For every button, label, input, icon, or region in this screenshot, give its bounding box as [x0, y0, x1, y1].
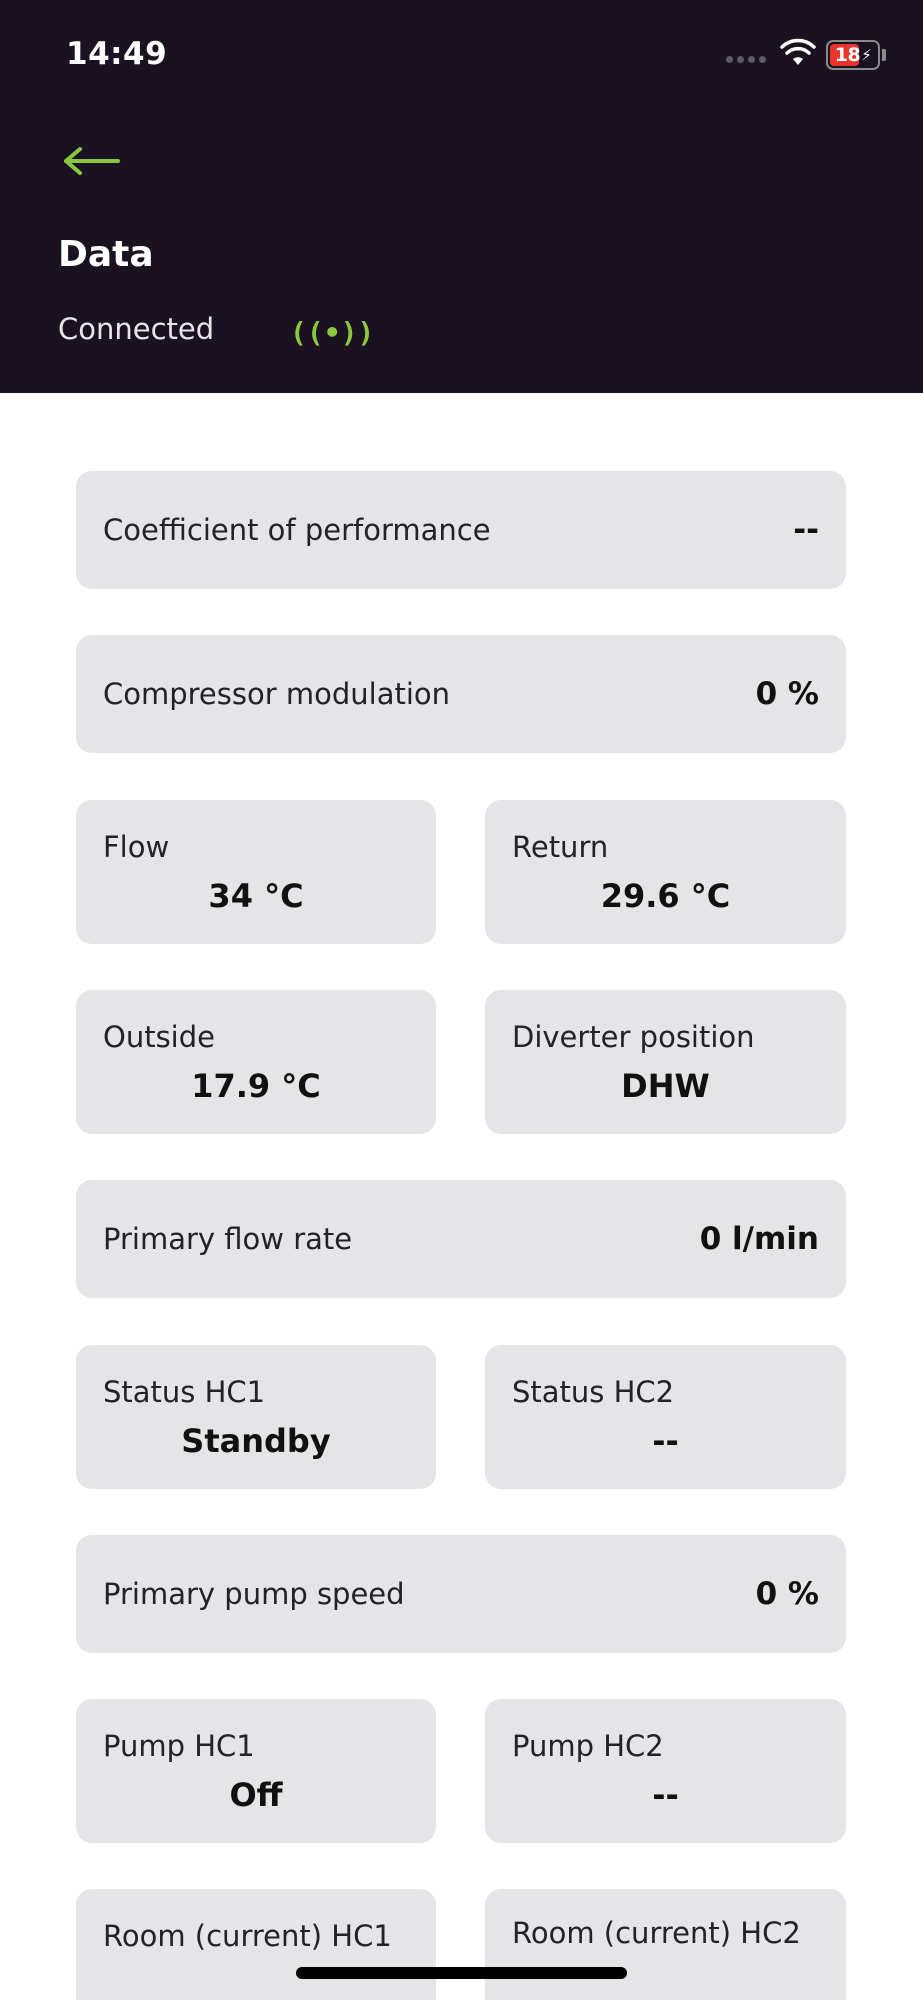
primary-flow-rate-card — [76, 1180, 846, 1298]
status-time: 14:49 — [66, 36, 168, 72]
primary-pump-speed-label: Primary pump speed — [103, 1577, 405, 1611]
return-label: Return — [512, 830, 609, 864]
cop-value: -- — [793, 512, 819, 548]
compressor-modulation-value: 0 % — [755, 676, 819, 712]
primary-pump-speed-value: 0 % — [755, 1576, 819, 1612]
cellular-dots-icon — [726, 54, 770, 64]
return-card — [485, 800, 846, 944]
compressor-modulation-card — [76, 635, 846, 753]
room-current-hc2-label: Room (current) HC2 — [512, 1916, 801, 1950]
pump-hc2-value: -- — [652, 1776, 679, 1814]
app-header — [0, 0, 923, 393]
cop-label: Coefficient of performance — [103, 513, 491, 547]
primary-pump-speed-card — [76, 1535, 846, 1653]
diverter-position-card — [485, 990, 846, 1134]
cop-card — [76, 471, 846, 589]
outside-card — [76, 990, 436, 1134]
diverter-position-value: DHW — [621, 1067, 710, 1105]
pump-hc1-label: Pump HC1 — [103, 1729, 255, 1763]
diverter-position-label: Diverter position — [512, 1020, 755, 1054]
data-list — [0, 393, 923, 2000]
pump-hc2-card — [485, 1699, 846, 1843]
arrow-left-icon — [62, 146, 122, 176]
outside-label: Outside — [103, 1020, 215, 1054]
status-hc2-value: -- — [652, 1422, 679, 1460]
status-hc2-label: Status HC2 — [512, 1375, 675, 1409]
back-button[interactable] — [62, 138, 128, 184]
pump-hc1-card — [76, 1699, 436, 1843]
page-title: Data — [58, 234, 154, 275]
room-current-hc1-label: Room (current) HC1 — [103, 1919, 392, 1953]
connection-broadcast-icon: ((•)) — [290, 316, 375, 349]
battery-nub — [882, 49, 886, 61]
room-current-hc1-card — [76, 1889, 436, 2000]
flow-label: Flow — [103, 830, 170, 864]
room-current-hc2-card — [485, 1889, 846, 2000]
return-value: 29.6 °C — [600, 877, 731, 915]
pump-hc2-label: Pump HC2 — [512, 1729, 664, 1763]
flow-value: 34 °C — [208, 877, 304, 915]
compressor-modulation-label: Compressor modulation — [103, 677, 451, 711]
status-hc2-card — [485, 1345, 846, 1489]
wifi-icon — [780, 38, 816, 68]
pump-hc1-value: Off — [229, 1776, 283, 1814]
home-indicator[interactable] — [296, 1967, 627, 1979]
connection-status: Connected — [58, 312, 215, 346]
status-hc1-card — [76, 1345, 436, 1489]
primary-flow-rate-label: Primary flow rate — [103, 1222, 353, 1256]
status-hc1-value: Standby — [181, 1422, 331, 1460]
battery-level: 18 — [834, 44, 861, 66]
battery-charging-icon: 18 ⚡ — [826, 40, 880, 70]
primary-flow-rate-value: 0 l/min — [699, 1221, 819, 1257]
flow-card — [76, 800, 436, 944]
status-hc1-label: Status HC1 — [103, 1375, 266, 1409]
outside-value: 17.9 °C — [191, 1067, 321, 1105]
